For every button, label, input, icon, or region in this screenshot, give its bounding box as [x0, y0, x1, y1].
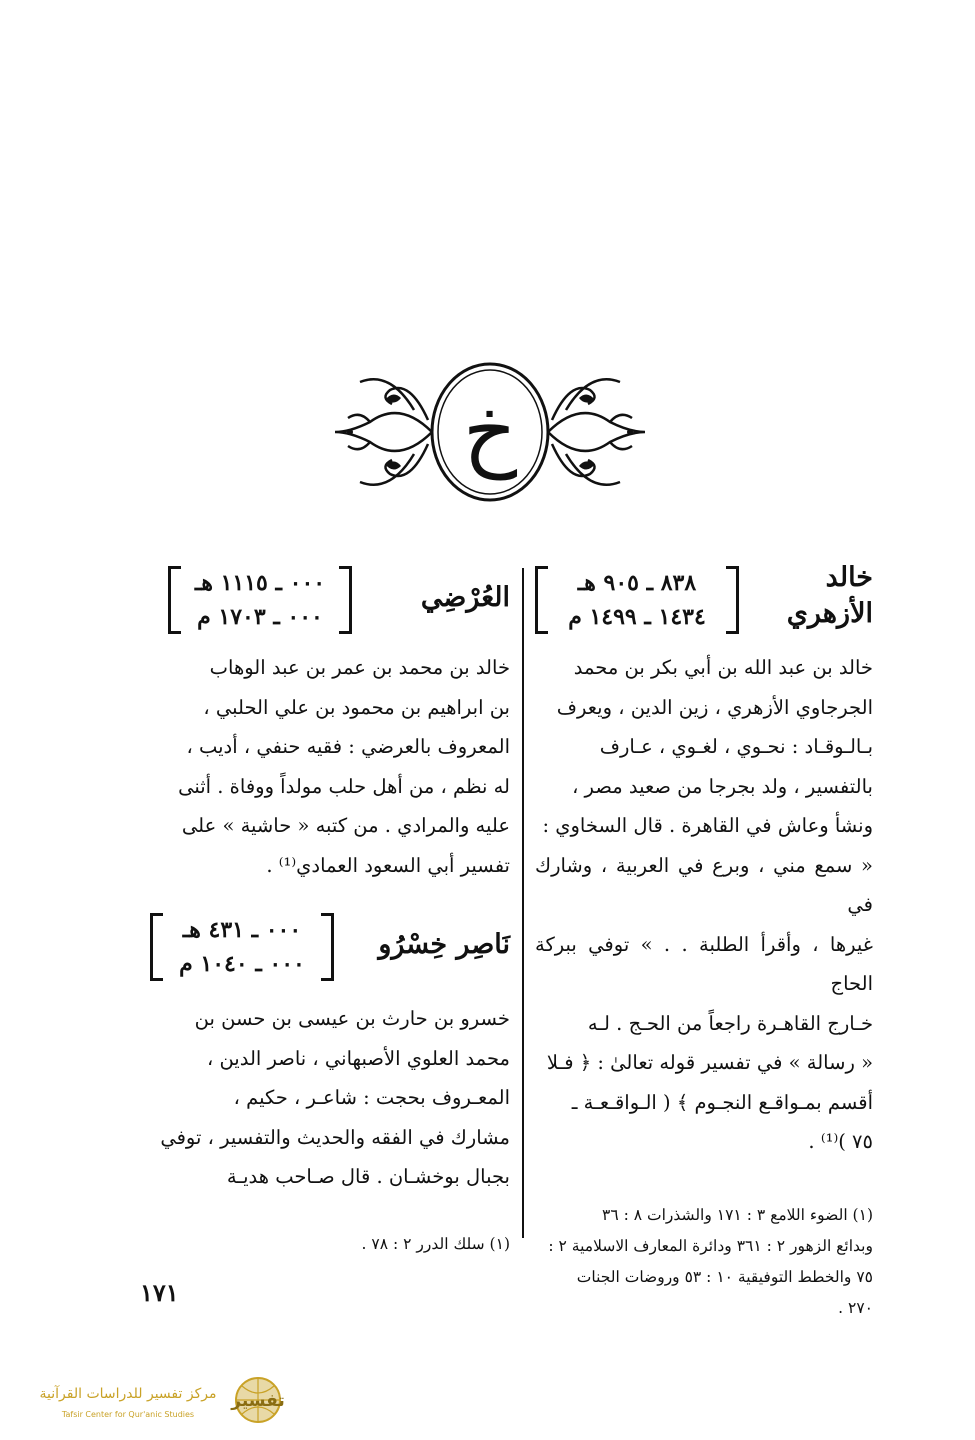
logo-arabic-name: مركز تفسير للدراسات القرآنية	[39, 1386, 217, 1402]
body-line: أقسم بمـواقـع النجـوم ﴾ ( الـواقـعـة ـ	[571, 1090, 873, 1114]
body-line: خالد بن محمد بن عمر بن عبد الوهاب	[209, 656, 510, 679]
dates-hijri: ٠٠٠ ـ ١١١٥ هـ	[194, 570, 326, 596]
body-line: بجبال بوخشـان . قال صـاحب هديـة	[226, 1165, 510, 1188]
body-line: خـارج القاهـرة راجعاً من الحـج . لـه	[587, 1011, 873, 1035]
body-line: المعروف بالعرضي : فقيه حنفي ، أديب ،	[186, 735, 510, 758]
column-divider	[522, 568, 524, 1238]
entry-name-line1: خالد	[825, 562, 873, 593]
dates-gregorian: ١٤٣٤ ـ ١٤٩٩ م	[568, 604, 706, 630]
entry-header-azhari	[535, 560, 873, 638]
body-line: خالد بن عبد الله بن أبي بكر بن محمد	[573, 656, 873, 679]
body-line: « سمع مني ، وبرع في العربية ، وشارك في	[535, 853, 873, 916]
entry-dates	[150, 913, 334, 981]
tafsir-center-logo	[18, 1372, 288, 1428]
entry-body	[535, 648, 873, 1162]
right-column	[535, 560, 873, 1324]
dates-hijri: ٨٣٨ ـ ٩٠٥ هـ	[577, 570, 697, 596]
body-line: ٧٥ )⁽¹⁾ .	[808, 1130, 873, 1153]
body-line: خسرو بن حارث بن عيسى بن حسن بن	[194, 1007, 510, 1030]
body-line: بـالـوقـاد : نحـوي ، لغـوي ، عـارف	[599, 735, 873, 758]
entry-name: العُرْضِي	[420, 582, 510, 613]
page-number: ١٧١	[140, 1278, 179, 1307]
footnote-line: ٧٥ والخطط التوفيقية ١٠ : ٥٣ وروضات الجنات	[576, 1267, 873, 1286]
ornament-letter: خ	[462, 382, 518, 480]
entry-name	[787, 560, 873, 632]
logo-word: تفسير	[231, 1391, 285, 1411]
dates-gregorian: ٠٠٠ ـ ١٠٤٠ م	[179, 951, 305, 977]
left-column	[150, 560, 510, 1260]
body-line: محمد العلوي الأصبهاني ، ناصر الدين ،	[206, 1046, 510, 1070]
body-line: « رسالة » في تفسير قوله تعالىٰ : ﴿ فـلا	[546, 1051, 873, 1074]
body-line: ونشأ وعاش في القاهرة . قال السخاوي :	[542, 814, 873, 837]
footnote-line: (١) الضوء اللامع ٣ : ١٧١ والشذرات ٨ : ٣٦	[602, 1205, 873, 1224]
logo-english-name: Tafsir Center for Qur'anic Studies	[61, 1410, 195, 1419]
body-line: مشارك في الفقه والحديث والتفسير ، توفي	[160, 1125, 510, 1149]
body-line: تفسير أبي السعود العمادي⁽¹⁾ .	[266, 853, 510, 877]
body-line: بن ابراهيم بن محمود بن علي الحلبي ،	[203, 695, 510, 719]
entry-body	[150, 999, 510, 1197]
body-line: عليه والمرادي . من كتبه « حاشية » على	[181, 814, 510, 837]
footnote-line: ٢٧٠ .	[838, 1298, 873, 1317]
dates-gregorian: ٠٠٠ ـ ١٧٠٣ م	[197, 604, 323, 630]
entry-name: نَاصِر خِسْرُو	[378, 929, 510, 960]
body-line: بالتفسير ، ولد بجرجا من صعيد مصر ،	[572, 774, 873, 798]
letter-ornament	[330, 360, 650, 505]
entry-header-ardi	[150, 560, 510, 638]
body-line: له نظم ، من أهل حلب مولداً ووفاة . أثنى	[178, 774, 510, 798]
entry-header-nasir-khusraw	[150, 907, 510, 985]
footnote	[535, 1200, 873, 1324]
body-line: غيرها ، وأقرأ الطلبة . . » توفي ببركة الحاج	[535, 932, 873, 995]
footnote: (١) سلك الدرر ٢ : ٧٨ .	[361, 1234, 510, 1253]
body-line: الجرجاوي الأزهري ، زين الدين ، ويعرف	[556, 695, 873, 719]
entry-dates	[535, 566, 739, 634]
footnote-line: وبدائع الزهور ٢ : ٣٦١ ودائرة المعارف الاسلامية ٢ :	[548, 1236, 873, 1255]
dates-hijri: ٠٠٠ ـ ٤٣١ هـ	[182, 917, 302, 943]
entry-name-line2: الأزهري	[786, 598, 873, 629]
entry-dates	[168, 566, 352, 634]
entry-body	[150, 648, 510, 885]
body-line: المعـروف بحجت : شاعـر ، حكيم ،	[233, 1086, 510, 1109]
